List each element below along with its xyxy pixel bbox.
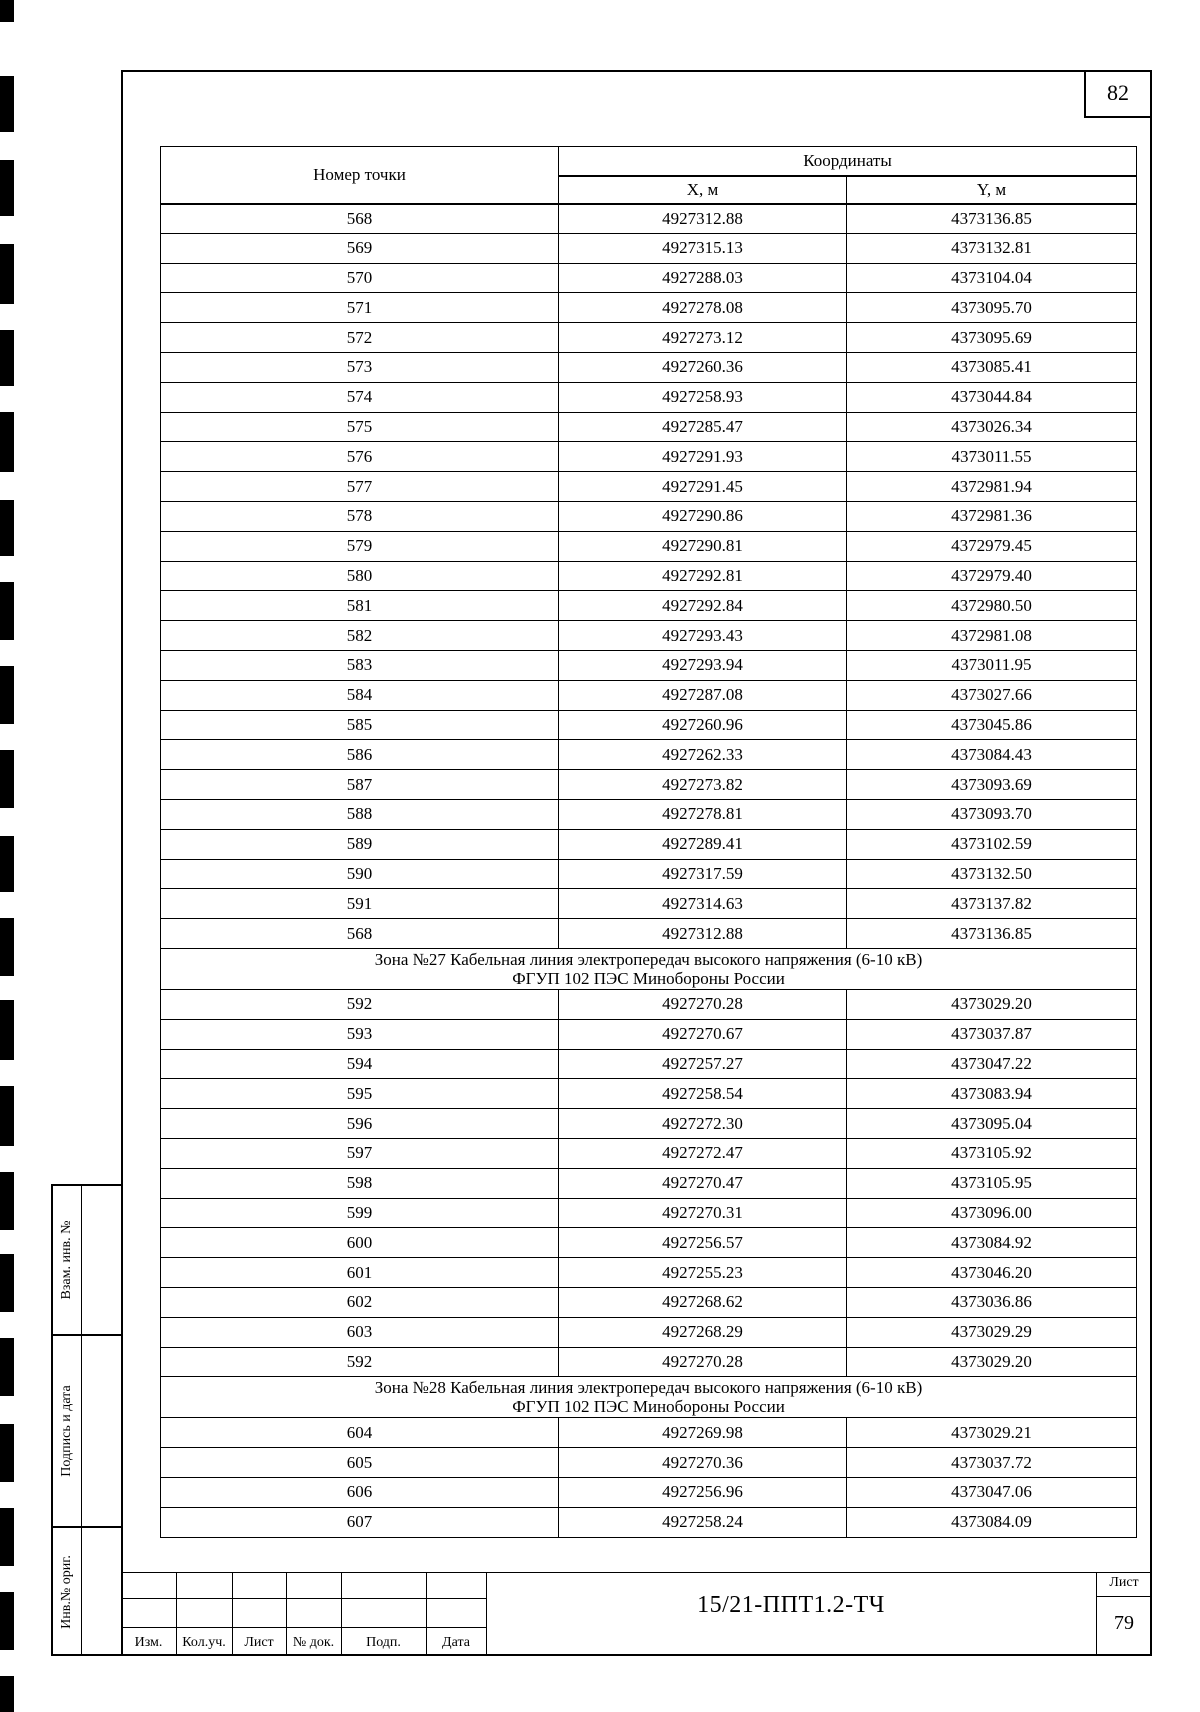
- point-cell: 607: [161, 1507, 559, 1537]
- point-cell: 588: [161, 799, 559, 829]
- table-row: [161, 323, 1137, 353]
- x-cell: 4927290.81: [559, 531, 847, 561]
- y-cell: 4373085.41: [847, 352, 1137, 382]
- point-cell: 592: [161, 989, 559, 1019]
- point-cell: 586: [161, 740, 559, 770]
- table-row: [161, 740, 1137, 770]
- point-cell: 575: [161, 412, 559, 442]
- table-body: [161, 204, 1137, 1538]
- sidebar-row-vzam: [53, 1186, 121, 1336]
- label-inv-orig: Инв.№ ориг.: [59, 1555, 74, 1629]
- point-cell: 598: [161, 1168, 559, 1198]
- sidebar-row-podpis: [53, 1336, 121, 1528]
- x-cell: 4927312.88: [559, 204, 847, 234]
- point-cell: 578: [161, 501, 559, 531]
- table-row: [161, 561, 1137, 591]
- table-row: [161, 1478, 1137, 1508]
- point-cell: 591: [161, 889, 559, 919]
- table-row: [161, 1198, 1137, 1228]
- table-row: [161, 263, 1137, 293]
- table-row: [161, 352, 1137, 382]
- table-row: [161, 1168, 1137, 1198]
- point-cell: 604: [161, 1418, 559, 1448]
- table-row: [161, 1347, 1137, 1377]
- table-row: [161, 1228, 1137, 1258]
- y-cell: 4373029.20: [847, 989, 1137, 1019]
- x-cell: 4927260.96: [559, 710, 847, 740]
- x-cell: 4927317.59: [559, 859, 847, 889]
- header-x: X, м: [559, 176, 847, 204]
- x-cell: 4927269.98: [559, 1418, 847, 1448]
- label-podpis-data: Подпись и дата: [59, 1385, 74, 1477]
- y-cell: 4373095.69: [847, 323, 1137, 353]
- y-cell: 4373104.04: [847, 263, 1137, 293]
- table-row: [161, 650, 1137, 680]
- y-cell: 4373036.86: [847, 1287, 1137, 1317]
- x-cell: 4927258.54: [559, 1079, 847, 1109]
- y-cell: 4373093.69: [847, 770, 1137, 800]
- table-row: [161, 829, 1137, 859]
- point-cell: 571: [161, 293, 559, 323]
- point-cell: 568: [161, 919, 559, 949]
- point-cell: 579: [161, 531, 559, 561]
- x-cell: 4927292.81: [559, 561, 847, 591]
- x-cell: 4927289.41: [559, 829, 847, 859]
- y-cell: 4373046.20: [847, 1258, 1137, 1288]
- x-cell: 4927262.33: [559, 740, 847, 770]
- stamp-list: Лист: [244, 1635, 274, 1650]
- point-cell: 600: [161, 1228, 559, 1258]
- table-row: [161, 204, 1137, 234]
- x-cell: 4927312.88: [559, 919, 847, 949]
- table-row: [161, 382, 1137, 412]
- point-cell: 580: [161, 561, 559, 591]
- x-cell: 4927291.93: [559, 442, 847, 472]
- x-cell: 4927255.23: [559, 1258, 847, 1288]
- table-row: [161, 501, 1137, 531]
- table-row: [161, 591, 1137, 621]
- y-cell: 4373037.87: [847, 1019, 1137, 1049]
- table-row: [161, 1049, 1137, 1079]
- y-cell: 4373137.82: [847, 889, 1137, 919]
- point-cell: 590: [161, 859, 559, 889]
- zone-owner: ФГУП 102 ПЭС Минобороны России: [512, 968, 785, 988]
- header-y: Y, м: [847, 176, 1137, 204]
- x-cell: 4927270.36: [559, 1448, 847, 1478]
- y-cell: 4372981.08: [847, 621, 1137, 651]
- point-cell: 597: [161, 1138, 559, 1168]
- y-cell: 4373047.06: [847, 1478, 1137, 1508]
- stamp-kol-uch: Кол.уч.: [182, 1635, 226, 1650]
- x-cell: 4927288.03: [559, 263, 847, 293]
- table-row: [161, 1418, 1137, 1448]
- x-cell: 4927270.28: [559, 989, 847, 1019]
- point-cell: 570: [161, 263, 559, 293]
- stamp-podp: Подп.: [366, 1635, 401, 1650]
- point-cell: 573: [161, 352, 559, 382]
- y-cell: 4373095.04: [847, 1109, 1137, 1139]
- point-cell: 583: [161, 650, 559, 680]
- table-row: [161, 770, 1137, 800]
- table-row: [161, 293, 1137, 323]
- table-row: [161, 1317, 1137, 1347]
- x-cell: 4927293.43: [559, 621, 847, 651]
- y-cell: 4373083.94: [847, 1079, 1137, 1109]
- coordinates-table: [160, 146, 1137, 1538]
- stamp-izm: Изм.: [134, 1635, 163, 1650]
- y-cell: 4373029.29: [847, 1317, 1137, 1347]
- y-cell: 4373132.81: [847, 233, 1137, 263]
- table-row: [161, 919, 1137, 949]
- point-cell: 603: [161, 1317, 559, 1347]
- zone-28-row: [161, 1377, 1137, 1418]
- sidebar-stamp: [51, 1184, 121, 1656]
- table-row: [161, 531, 1137, 561]
- y-cell: 4372980.50: [847, 591, 1137, 621]
- x-cell: 4927291.45: [559, 472, 847, 502]
- y-cell: 4373084.43: [847, 740, 1137, 770]
- point-cell: 596: [161, 1109, 559, 1139]
- sheet-label: Лист: [1109, 1575, 1139, 1590]
- point-cell: 572: [161, 323, 559, 353]
- zone-title: Зона №27 Кабельная линия электропередач высокого напряжения (6-10 кВ): [374, 949, 923, 969]
- table-row: [161, 1287, 1137, 1317]
- y-cell: 4372981.94: [847, 472, 1137, 502]
- point-cell: 594: [161, 1049, 559, 1079]
- y-cell: 4373047.22: [847, 1049, 1137, 1079]
- x-cell: 4927257.27: [559, 1049, 847, 1079]
- y-cell: 4373011.95: [847, 650, 1137, 680]
- x-cell: 4927285.47: [559, 412, 847, 442]
- zone-title: Зона №28 Кабельная линия электропередач высокого напряжения (6-10 кВ): [374, 1378, 923, 1398]
- y-cell: 4373105.95: [847, 1168, 1137, 1198]
- table-row: [161, 859, 1137, 889]
- table-row: [161, 1138, 1137, 1168]
- point-cell: 606: [161, 1478, 559, 1508]
- table-row: [161, 442, 1137, 472]
- table-row: [161, 989, 1137, 1019]
- point-cell: 585: [161, 710, 559, 740]
- y-cell: 4373136.85: [847, 204, 1137, 234]
- point-cell: 599: [161, 1198, 559, 1228]
- y-cell: 4373102.59: [847, 829, 1137, 859]
- x-cell: 4927270.31: [559, 1198, 847, 1228]
- x-cell: 4927256.57: [559, 1228, 847, 1258]
- stamp-n-dok: № док.: [292, 1635, 335, 1650]
- point-cell: 581: [161, 591, 559, 621]
- table-row: [161, 412, 1137, 442]
- document-code: 15/21-ППТ1.2-ТЧ: [697, 1592, 885, 1618]
- y-cell: 4373029.21: [847, 1418, 1137, 1448]
- table-row: [161, 710, 1137, 740]
- x-cell: 4927268.29: [559, 1317, 847, 1347]
- y-cell: 4373037.72: [847, 1448, 1137, 1478]
- x-cell: 4927278.81: [559, 799, 847, 829]
- point-cell: 569: [161, 233, 559, 263]
- y-cell: 4373095.70: [847, 293, 1137, 323]
- page-number-top: 82: [1084, 70, 1152, 118]
- table-row: [161, 1079, 1137, 1109]
- point-cell: 593: [161, 1019, 559, 1049]
- x-cell: 4927287.08: [559, 680, 847, 710]
- table-row: [161, 621, 1137, 651]
- table-row: [161, 1258, 1137, 1288]
- table-row: [161, 233, 1137, 263]
- y-cell: 4373136.85: [847, 919, 1137, 949]
- x-cell: 4927314.63: [559, 889, 847, 919]
- y-cell: 4373045.86: [847, 710, 1137, 740]
- zone-27-row: [161, 948, 1137, 989]
- point-cell: 592: [161, 1347, 559, 1377]
- y-cell: 4373011.55: [847, 442, 1137, 472]
- point-cell: 602: [161, 1287, 559, 1317]
- point-cell: 574: [161, 382, 559, 412]
- table-row: [161, 1109, 1137, 1139]
- point-cell: 582: [161, 621, 559, 651]
- y-cell: 4373026.34: [847, 412, 1137, 442]
- y-cell: 4372979.40: [847, 561, 1137, 591]
- y-cell: 4373044.84: [847, 382, 1137, 412]
- point-cell: 605: [161, 1448, 559, 1478]
- table-row: [161, 680, 1137, 710]
- x-cell: 4927272.30: [559, 1109, 847, 1139]
- point-cell: 601: [161, 1258, 559, 1288]
- point-cell: 584: [161, 680, 559, 710]
- title-block: [121, 1572, 1152, 1656]
- point-cell: 568: [161, 204, 559, 234]
- y-cell: 4373096.00: [847, 1198, 1137, 1228]
- x-cell: 4927260.36: [559, 352, 847, 382]
- sheet-number: 79: [1114, 1612, 1134, 1634]
- x-cell: 4927256.96: [559, 1478, 847, 1508]
- stamp-data: Дата: [442, 1635, 470, 1650]
- point-cell: 595: [161, 1079, 559, 1109]
- x-cell: 4927273.12: [559, 323, 847, 353]
- y-cell: 4373029.20: [847, 1347, 1137, 1377]
- point-cell: 576: [161, 442, 559, 472]
- x-cell: 4927272.47: [559, 1138, 847, 1168]
- table-row: [161, 889, 1137, 919]
- x-cell: 4927268.62: [559, 1287, 847, 1317]
- table-row: [161, 1448, 1137, 1478]
- x-cell: 4927258.93: [559, 382, 847, 412]
- y-cell: 4373084.09: [847, 1507, 1137, 1537]
- point-cell: 587: [161, 770, 559, 800]
- table-row: [161, 1019, 1137, 1049]
- table-row: [161, 472, 1137, 502]
- sidebar-row-inv: [53, 1528, 121, 1656]
- x-cell: 4927292.84: [559, 591, 847, 621]
- x-cell: 4927293.94: [559, 650, 847, 680]
- x-cell: 4927270.47: [559, 1168, 847, 1198]
- table-row: [161, 1507, 1137, 1537]
- label-vzam-inv: Взам. инв. №: [59, 1220, 74, 1300]
- table-row: [161, 799, 1137, 829]
- x-cell: 4927258.24: [559, 1507, 847, 1537]
- x-cell: 4927315.13: [559, 233, 847, 263]
- x-cell: 4927270.67: [559, 1019, 847, 1049]
- y-cell: 4372979.45: [847, 531, 1137, 561]
- header-coordinates: Координаты: [559, 147, 1137, 176]
- x-cell: 4927270.28: [559, 1347, 847, 1377]
- y-cell: 4373027.66: [847, 680, 1137, 710]
- y-cell: 4373105.92: [847, 1138, 1137, 1168]
- header-point-number: Номер точки: [161, 147, 559, 204]
- zone-owner: ФГУП 102 ПЭС Минобороны России: [512, 1397, 785, 1417]
- y-cell: 4373084.92: [847, 1228, 1137, 1258]
- point-cell: 577: [161, 472, 559, 502]
- x-cell: 4927273.82: [559, 770, 847, 800]
- x-cell: 4927278.08: [559, 293, 847, 323]
- y-cell: 4373132.50: [847, 859, 1137, 889]
- x-cell: 4927290.86: [559, 501, 847, 531]
- y-cell: 4373093.70: [847, 799, 1137, 829]
- y-cell: 4372981.36: [847, 501, 1137, 531]
- point-cell: 589: [161, 829, 559, 859]
